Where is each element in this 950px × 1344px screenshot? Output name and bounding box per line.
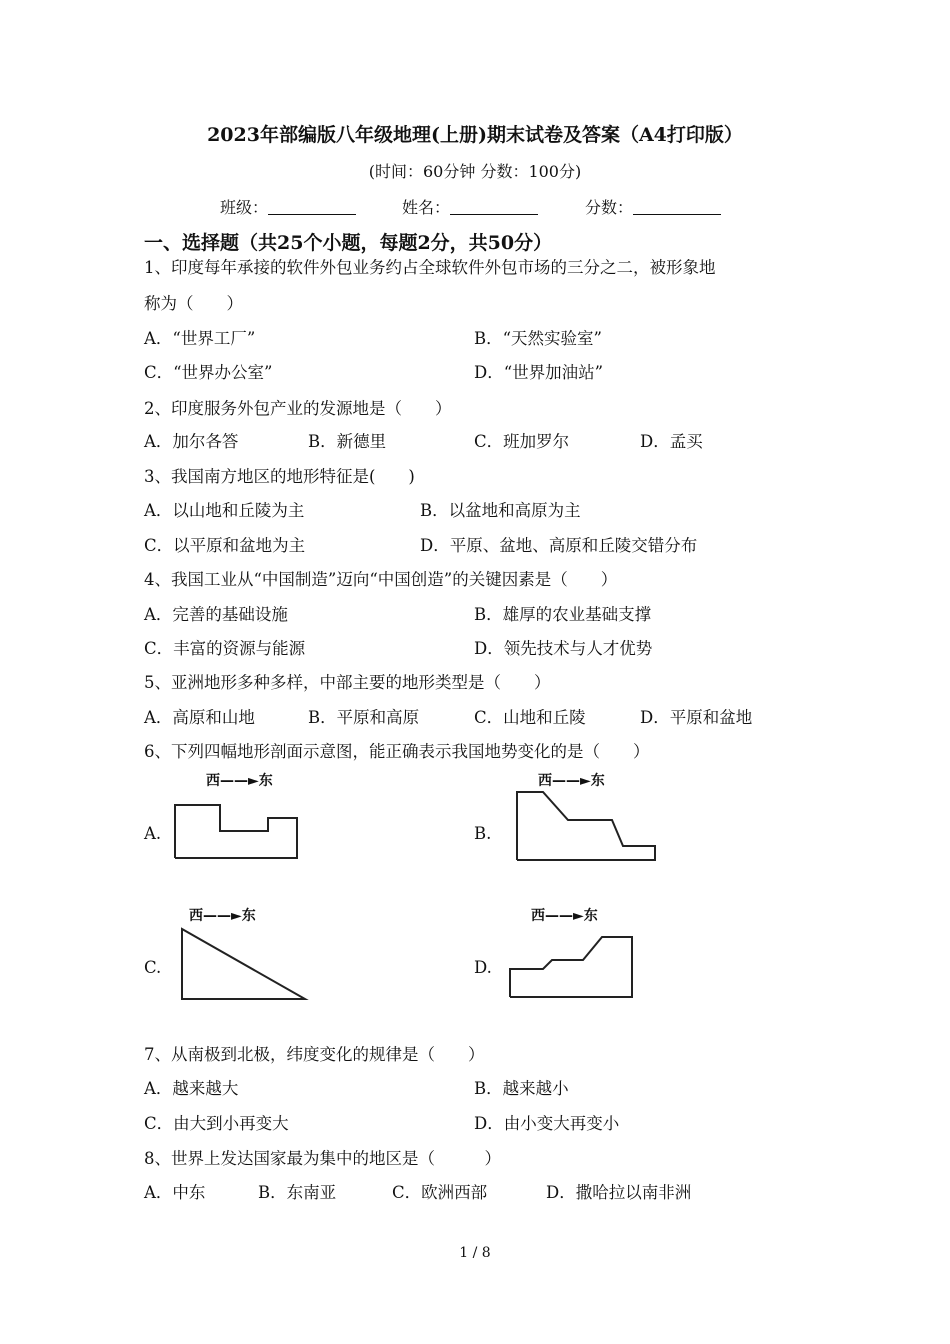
class-label: 班级： bbox=[220, 198, 269, 217]
question-4-option-d: D．领先技术与人才优势 bbox=[474, 639, 653, 658]
name-label: 姓名： bbox=[402, 198, 451, 217]
question-5-option-d: D．平原和盆地 bbox=[640, 708, 753, 727]
question-6-option-b: B. bbox=[474, 824, 492, 843]
arrow-icon: ——► bbox=[552, 773, 591, 789]
question-3-option-c: C．以平原和盆地为主 bbox=[144, 536, 306, 555]
score-field bbox=[585, 195, 721, 218]
question-7-option-b: B．越来越小 bbox=[474, 1079, 569, 1098]
profile-a-shape bbox=[170, 770, 310, 865]
name-blank[interactable] bbox=[450, 198, 538, 215]
question-1-option-b: B．“天然实验室” bbox=[474, 329, 602, 348]
profile-c-shape bbox=[175, 905, 315, 1005]
question-2-option-a: A．加尔各答 bbox=[144, 432, 239, 451]
question-1-text: 1、印度每年承接的软件外包业务约占全球软件外包市场的三分之二，被形象地 bbox=[144, 258, 716, 277]
question-3-option-d: D．平原、盆地、高原和丘陵交错分布 bbox=[420, 536, 698, 555]
page-number: 1 / 8 bbox=[459, 1245, 491, 1261]
question-4-option-b: B．雄厚的农业基础支撑 bbox=[474, 605, 652, 624]
question-1-option-a: A．“世界工厂” bbox=[144, 329, 256, 348]
arrow-icon: ——► bbox=[545, 908, 584, 924]
question-6-option-d: D. bbox=[474, 958, 492, 977]
question-5-option-a: A．高原和山地 bbox=[144, 708, 255, 727]
question-3-option-b: B．以盆地和高原为主 bbox=[420, 501, 581, 520]
class-field bbox=[220, 195, 356, 218]
page-title: 2023年部编版八年级地理(上册)期末试卷及答案（A4打印版） bbox=[207, 124, 743, 146]
question-5-option-c: C．山地和丘陵 bbox=[474, 708, 586, 727]
score-blank[interactable] bbox=[633, 198, 721, 215]
question-6-option-a: A. bbox=[144, 824, 162, 843]
profile-d-shape bbox=[505, 905, 645, 1005]
arrow-icon: ——► bbox=[203, 908, 242, 924]
east-label: 东 bbox=[583, 908, 598, 924]
question-2-option-d: D．孟买 bbox=[640, 432, 703, 451]
question-2-option-b: B．新德里 bbox=[308, 432, 387, 451]
question-4-option-a: A．完善的基础设施 bbox=[144, 605, 288, 624]
east-label: 东 bbox=[590, 773, 605, 789]
west-label: 西 bbox=[531, 908, 545, 924]
question-2-option-c: C．班加罗尔 bbox=[474, 432, 570, 451]
question-8-option-b: B．东南亚 bbox=[258, 1183, 337, 1202]
question-4-option-c: C．丰富的资源与能源 bbox=[144, 639, 306, 658]
east-label: 东 bbox=[241, 908, 256, 924]
question-7-option-c: C．由大到小再变大 bbox=[144, 1114, 289, 1133]
west-label: 西 bbox=[538, 773, 552, 789]
class-blank[interactable] bbox=[268, 198, 356, 215]
west-label: 西 bbox=[206, 773, 220, 789]
question-8-option-d: D．撒哈拉以南非洲 bbox=[546, 1183, 692, 1202]
question-7-option-a: A．越来越大 bbox=[144, 1079, 239, 1098]
name-field bbox=[402, 195, 538, 218]
question-3-option-a: A．以山地和丘陵为主 bbox=[144, 501, 305, 520]
question-1-text-cont: 称为（ ） bbox=[144, 294, 243, 313]
east-label: 东 bbox=[258, 773, 273, 789]
exam-meta: (时间：60分钟 分数：100分) bbox=[368, 162, 582, 181]
question-6-option-c: C. bbox=[144, 958, 162, 977]
section-heading: 一、选择题（共25个小题，每题2分，共50分） bbox=[144, 232, 553, 254]
question-5-text: 5、亚洲地形多种多样，中部主要的地形类型是（ ） bbox=[144, 673, 551, 692]
question-1-option-c: C．“世界办公室” bbox=[144, 363, 273, 382]
question-7-option-d: D．由小变大再变小 bbox=[474, 1114, 620, 1133]
arrow-icon: ——► bbox=[220, 773, 259, 789]
west-label: 西 bbox=[189, 908, 203, 924]
question-2-text: 2、印度服务外包产业的发源地是（ ） bbox=[144, 399, 452, 418]
question-1-option-d: D．“世界加油站” bbox=[474, 363, 604, 382]
question-7-text: 7、从南极到北极，纬度变化的规律是（ ） bbox=[144, 1045, 485, 1064]
question-8-option-a: A．中东 bbox=[144, 1183, 206, 1202]
question-5-option-b: B．平原和高原 bbox=[308, 708, 420, 727]
question-4-text: 4、我国工业从“中国制造”迈向“中国创造”的关键因素是（ ） bbox=[144, 570, 618, 589]
score-label: 分数： bbox=[585, 198, 634, 217]
question-3-text: 3、我国南方地区的地形特征是( ) bbox=[144, 467, 415, 486]
question-8-text: 8、世界上发达国家最为集中的地区是（ ） bbox=[144, 1149, 501, 1168]
question-6-text: 6、下列四幅地形剖面示意图，能正确表示我国地势变化的是（ ） bbox=[144, 742, 650, 761]
question-8-option-c: C．欧洲西部 bbox=[392, 1183, 488, 1202]
profile-b-shape bbox=[510, 770, 670, 870]
